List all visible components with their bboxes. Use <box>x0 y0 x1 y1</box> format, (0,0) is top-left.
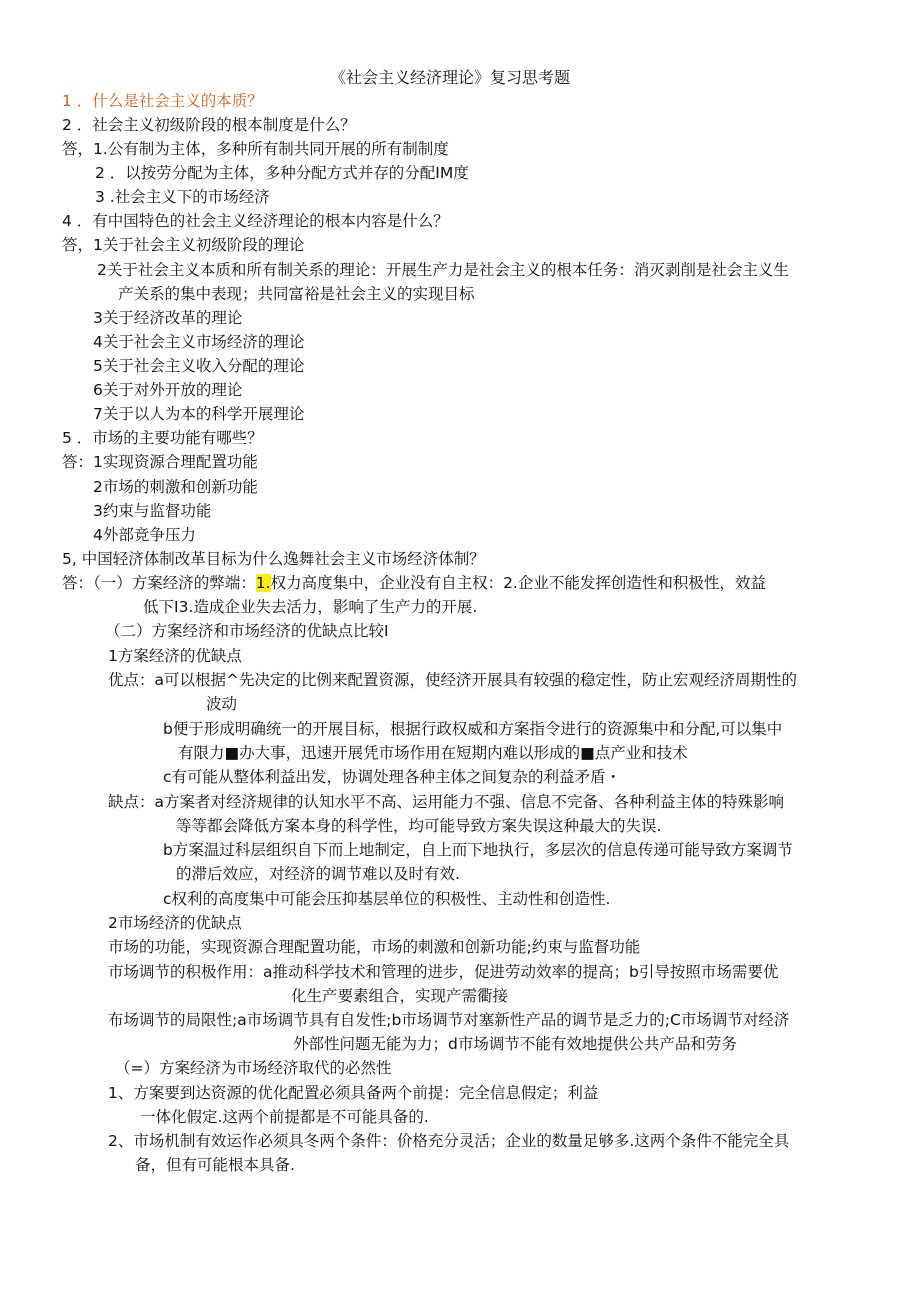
answer-5-item-4: 4外部竞争压力 <box>93 526 196 544</box>
answer-6-part-1-line-1 <box>62 573 766 593</box>
answer-6-part-2-heading: （二）方案经济和市场经济的优缺点比较I <box>105 622 389 640</box>
answer-5-item-1: 答：1实现资源合理配置功能 <box>62 453 258 471</box>
advantage-a-line-1: 优点：a可以根据^先决定的比例来配置资源，使经济开展具有较强的稳定性，防止宏观经济周期性的 <box>108 671 797 689</box>
market-limit-line-2: 外部性问题无能为力；d市场调节不能有效地提供公共产品和劳务 <box>293 1035 737 1053</box>
answer-4-item-5: 5关于社会主义收入分配的理论 <box>93 357 305 375</box>
question-2: 2 ．社会主义初级阶段的根本制度是什么？ <box>62 116 356 134</box>
advantage-a-line-2: 波动 <box>206 695 238 713</box>
advantage-c: c有可能从整体利益出发，协调处理各种主体之间复杂的利益矛盾・ <box>163 768 622 786</box>
disadvantage-c: c权利的高度集中可能会压抑基层单位的积极性、主动性和创造性. <box>163 890 611 908</box>
section-3-item-2-line-1: 2、市场机制有效运作必须具冬两个条件：价格充分灵活；企业的数量足够多.这两个条件不能完全具 <box>108 1132 790 1150</box>
answer-2-line-1: 答，1.公有制为主体，多种所有制共同开展的所有制制度 <box>62 140 449 158</box>
answer-4-item-2-line-1: 2关于社会主义本质和所有制关系的理论：开展生产力是社会主义的根本任务：消灭剥削是社会主义生 <box>97 261 789 279</box>
answer-4-item-6: 6关于对外开放的理论 <box>93 381 243 399</box>
disadvantage-a-line-2: 等等都会降低方案本身的科学性，均可能导致方案失误这种最大的失误. <box>176 817 662 835</box>
answer-2-line-2: 2 ．以按劳分配为主体，多种分配方式并存的分配IM度 <box>95 164 469 182</box>
section-3-item-1-line-1: 1、方案要到达资源的优化配置必须具备两个前提：完全信息假定；利益 <box>108 1084 599 1102</box>
section-3-item-2-line-2: 备，但有可能根本具备. <box>135 1156 295 1174</box>
doc-title: 《社会主义经济理论》复习思考题 <box>330 68 571 87</box>
section-3-item-1-line-2: 一体化假定.这两个前提都是不可能具备的. <box>140 1108 429 1126</box>
question-6: 5, 中国轻济体制改革目标为什么逸舞社会主义市场经济体制？ <box>62 550 485 568</box>
answer-5-item-2: 2市场的刺激和创新功能 <box>93 478 258 496</box>
answer-6-part-1-prefix: 答：（一）方案经济的弊端： <box>62 574 256 592</box>
disadvantage-b-line-1: b方案温过科层组织自下而上地制定，自上而下地执行，多层次的信息传递可能导致方案调节 <box>163 841 793 859</box>
answer-4-item-2-line-2: 产关系的集中表现；共同富裕是社会主义的实现目标 <box>118 285 475 303</box>
market-positive-line-1: 市场调节的积极作用：a推动科学技术和管理的进步，促进劳动效率的提高；b引导按照市场需要优 <box>108 963 779 981</box>
question-4: 4 ．有中国特色的社会主义经济理论的根本内容是什么？ <box>62 212 449 230</box>
answer-6-part-1-rest: 权力高度集中，企业没有自主权：2.企业不能发挥创造性和积极性，效益 <box>270 574 766 592</box>
answer-4-item-3: 3关于经济改革的理论 <box>93 309 243 327</box>
answer-4-item-1: 答，1关于社会主义初级阶段的理论 <box>62 236 305 254</box>
disadvantage-b-line-2: 的滞后效应，对经济的调节难以及时有效. <box>176 865 460 883</box>
market-limit-line-1: 布场调节的局限性;a市场调节具有自发性;b市场调节对塞新性产品的调节是乏力的;C市场调节对经济 <box>108 1011 790 1029</box>
answer-4-item-7: 7关于以人为本的科学开展理论 <box>93 405 305 423</box>
answer-6-part-1-line-2: 低下I3.造成企业失去活力，影响了生产力的开展. <box>143 598 478 616</box>
answer-4-item-4: 4关于社会主义市场经济的理论 <box>93 333 305 351</box>
answer-2-line-3: 3 .社会主义下的市场经济 <box>95 188 270 206</box>
market-economy-heading: 2市场经济的优缺点 <box>108 914 242 932</box>
market-functions: 市场的功能，实现资源合理配置功能，市场的刺激和创新功能;约束与监督功能 <box>108 938 641 956</box>
advantage-b-line-1: b便于形成明确统一的开展目标，根据行政权威和方案指令进行的资源集中和分配,可以集中 <box>163 720 783 738</box>
highlighted-number: 1. <box>255 574 271 592</box>
question-5: 5 ．市场的主要功能有哪些？ <box>62 429 263 447</box>
answer-5-item-3: 3约束与监督功能 <box>93 502 212 520</box>
section-3-heading: （=）方案经济为市场经济取代的必然性 <box>115 1059 392 1077</box>
market-positive-line-2: 化生产要素组合，实现产需衢接 <box>291 987 509 1005</box>
advantage-b-line-2: 有限力■办大事，迅速开展凭市场作用在短期内难以形成的■点产业和技术 <box>178 744 688 762</box>
plan-economy-heading: 1方案经济的优缺点 <box>108 647 242 665</box>
question-1: 1 ．什么是社会主义的本质？ <box>62 92 263 110</box>
disadvantage-a-line-1: 缺点：a方案者对经济规律的认知水平不高、运用能力不强、信息不完备、各种利益主体的特殊影响 <box>108 793 785 811</box>
